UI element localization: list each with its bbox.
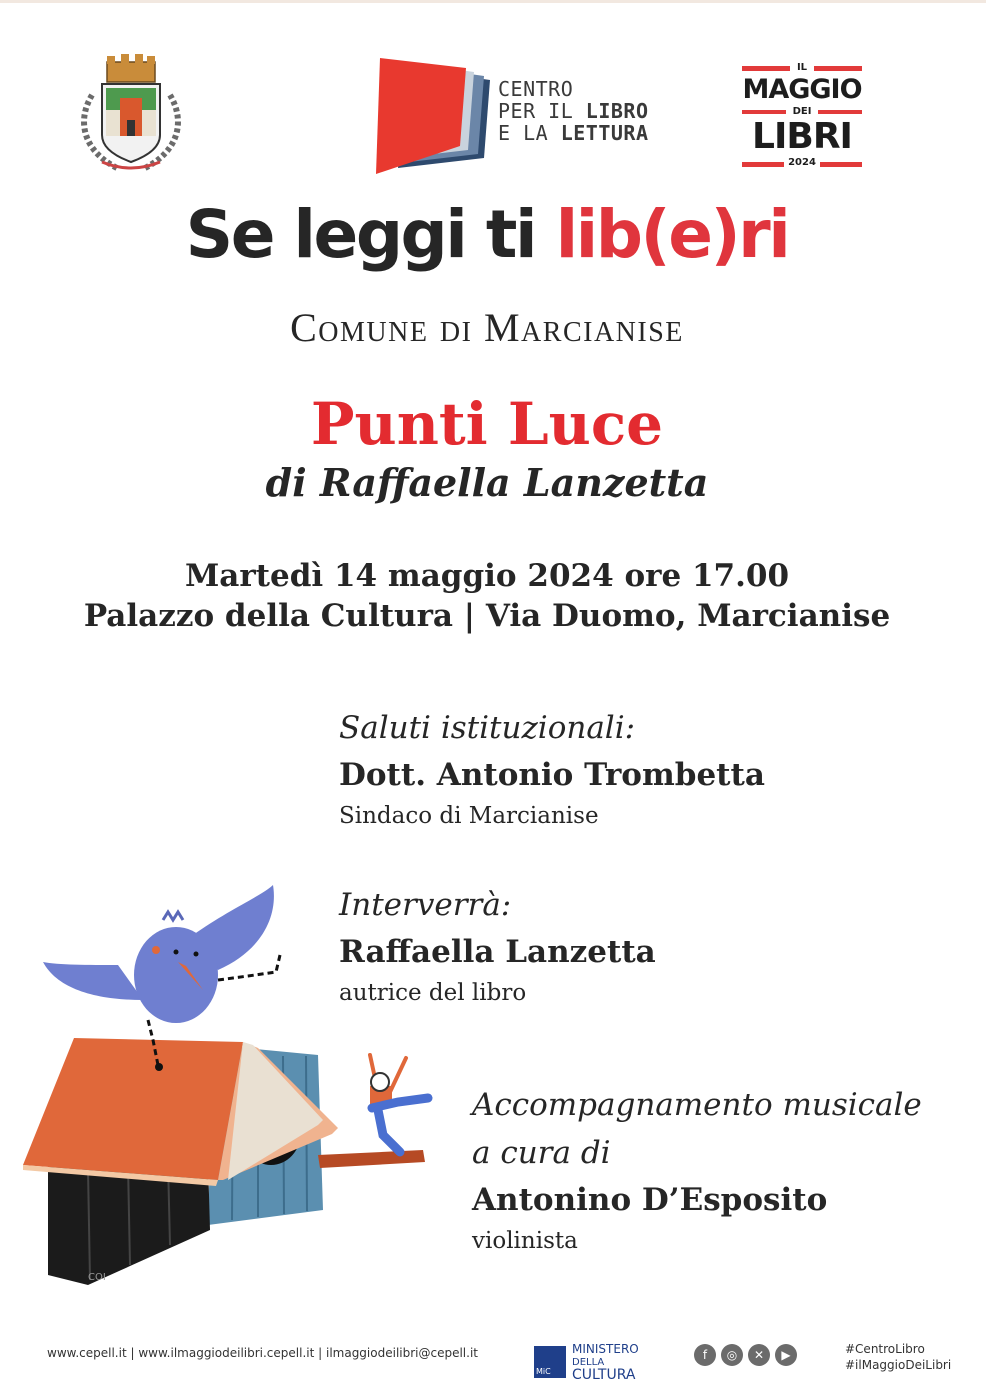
speaker-role: autrice del libro	[339, 980, 527, 1006]
book-title: Punti Luce	[310, 390, 664, 458]
hashtag-centrolibro: #CentroLibro	[845, 1342, 925, 1356]
maggio-dei: DEI	[786, 106, 818, 117]
speaker-name: Raffaella Lanzetta	[339, 934, 656, 970]
illustrator-signature: COI	[88, 1272, 106, 1283]
instagram-icon[interactable]: ◎	[721, 1344, 743, 1366]
hashtags	[845, 1341, 951, 1373]
small-figure	[370, 1055, 428, 1152]
maggio-year: 2024	[784, 157, 820, 168]
campaign-title	[0, 196, 980, 273]
ministry-text: MINISTERO DELLA CULTURA	[572, 1342, 639, 1383]
footer-links: www.cepell.it | www.ilmaggiodeilibri.cepell.it | ilmaggiodeilibri@cepell.it	[47, 1346, 478, 1360]
speaker-label: Interverrà:	[339, 887, 512, 923]
music-label-line2: a cura di	[472, 1135, 611, 1171]
title-part1: Se leggi ti	[185, 196, 556, 273]
cepell-line3: E LA LETTURA	[498, 121, 649, 145]
coat-of-arms-logo	[72, 50, 190, 176]
maggio-dei-libri-logo	[742, 62, 862, 170]
youtube-icon[interactable]: ▶	[775, 1344, 797, 1366]
greetings-label: Saluti istituzionali:	[339, 710, 636, 746]
cepell-line1: CENTRO	[498, 77, 574, 101]
greetings-role: Sindaco di Marcianise	[339, 803, 599, 829]
music-label-line1: Accompagnamento musicale	[472, 1087, 922, 1123]
maggio-word: MAGGIO	[742, 74, 862, 105]
top-border	[0, 0, 986, 3]
social-icons	[694, 1344, 804, 1368]
cepell-line2: PER IL LIBRO	[498, 99, 649, 123]
maggio-il: IL	[790, 62, 814, 73]
cepell-text	[498, 78, 649, 144]
hashtag-ilmaggiodeilibri: #ilMaggioDeiLibri	[845, 1358, 952, 1372]
comune-heading: Comune di Marcianise	[290, 305, 684, 350]
bird-house-illustration	[18, 880, 438, 1290]
event-place: Palazzo della Cultura | Via Duomo, Marcianise	[83, 598, 891, 634]
maggio-libri: LIBRI	[752, 116, 852, 157]
music-name: Antonino D’Esposito	[472, 1182, 828, 1218]
mic-abbr: MiC	[536, 1367, 551, 1376]
book-author: di Raffaella Lanzetta	[265, 460, 709, 505]
greetings-name: Dott. Antonio Trombetta	[339, 757, 765, 793]
facebook-icon[interactable]: f	[694, 1344, 716, 1366]
music-role: violinista	[472, 1228, 578, 1254]
x-icon[interactable]: ✕	[748, 1344, 770, 1366]
birdhouse-roof	[23, 1038, 243, 1180]
perch	[318, 1150, 425, 1168]
cepell-logo	[374, 58, 684, 178]
ministry-logo	[534, 1343, 654, 1383]
title-part2: lib(e)ri	[555, 196, 789, 273]
event-date: Martedì 14 maggio 2024 ore 17.00	[184, 558, 790, 594]
